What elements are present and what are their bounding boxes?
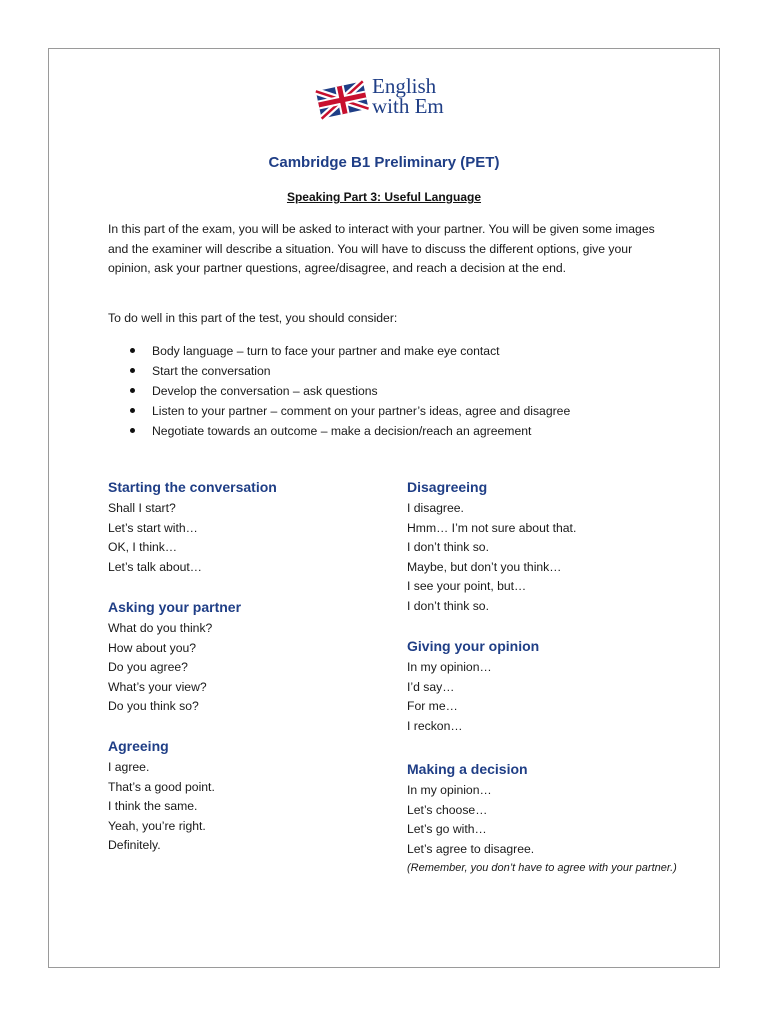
phrase-item: OK, I think… bbox=[108, 540, 178, 555]
phrase-item: Definitely. bbox=[108, 838, 161, 853]
decision-note: (Remember, you don’t have to agree with your partner.) bbox=[407, 862, 677, 875]
list-item-text: Develop the conversation – ask questions bbox=[152, 384, 378, 398]
phrase-item: Do you think so? bbox=[108, 699, 199, 714]
phrase-item: I don’t think so. bbox=[407, 540, 489, 555]
phrase-item: Do you agree? bbox=[108, 660, 188, 675]
phrase-item: Yeah, you’re right. bbox=[108, 818, 206, 833]
union-jack-flag-icon bbox=[314, 78, 370, 120]
list-item bbox=[108, 341, 570, 361]
list-item bbox=[108, 401, 570, 421]
phrase-list bbox=[108, 499, 388, 577]
phrase-item: How about you? bbox=[108, 640, 197, 655]
logo-line-1: English bbox=[372, 74, 437, 98]
phrase-item: Hmm… I’m not sure about that. bbox=[407, 520, 577, 535]
list-item bbox=[108, 381, 570, 401]
bullet-icon bbox=[130, 368, 135, 373]
section-heading: Giving your opinion bbox=[407, 638, 540, 654]
phrase-item: Shall I start? bbox=[108, 501, 176, 515]
bullet-icon bbox=[130, 388, 135, 393]
section-heading: Disagreeing bbox=[407, 479, 488, 495]
phrase-item: Let’s agree to disagree. bbox=[407, 841, 535, 856]
section-starting-conversation bbox=[108, 478, 388, 577]
logo bbox=[314, 76, 474, 128]
consider-list bbox=[108, 341, 570, 441]
phrase-list bbox=[407, 499, 687, 617]
section-heading: Agreeing bbox=[108, 738, 169, 754]
phrase-item: That’s a good point. bbox=[108, 779, 215, 794]
phrase-list bbox=[108, 619, 388, 717]
logo-line-2: with Em bbox=[372, 94, 444, 118]
list-item-text: Negotiate towards an outcome – make a decision/reach an agreement bbox=[152, 424, 532, 438]
section-asking-partner bbox=[108, 598, 388, 717]
phrase-item: For me… bbox=[407, 699, 458, 714]
intro-paragraph: In this part of the exam, you will be asked to interact with your partner. You will be given some images and the examiner will describe a situation. You will have to discuss the different options, give your opinion, ask your partner questions, agree/disagree, and reach a decision at the end. bbox=[108, 222, 655, 275]
list-item-text: Listen to your partner – comment on your partner’s ideas, agree and disagree bbox=[152, 404, 571, 418]
phrase-item: I disagree. bbox=[407, 501, 464, 515]
phrase-item: In my opinion… bbox=[407, 783, 492, 797]
list-item bbox=[108, 421, 570, 441]
phrase-item: I reckon… bbox=[407, 718, 463, 733]
section-agreeing bbox=[108, 737, 388, 856]
phrase-item: I don’t think so. bbox=[407, 598, 489, 613]
phrase-item: I agree. bbox=[108, 760, 150, 774]
bullet-icon bbox=[130, 408, 135, 413]
section-giving-opinion bbox=[407, 637, 687, 736]
phrase-list bbox=[407, 658, 687, 736]
list-item bbox=[108, 361, 570, 381]
bullet-icon bbox=[130, 348, 135, 353]
phrase-item: Let’s start with… bbox=[108, 520, 198, 535]
phrase-item: Let’s choose… bbox=[407, 802, 488, 817]
phrase-item: What’s your view? bbox=[108, 679, 207, 694]
phrase-list bbox=[407, 781, 687, 859]
phrase-item: Maybe, but don’t you think… bbox=[407, 559, 562, 574]
section-heading: Making a decision bbox=[407, 761, 528, 777]
phrase-item: I see your point, but… bbox=[407, 579, 527, 594]
section-disagreeing bbox=[407, 478, 687, 617]
phrase-list bbox=[108, 758, 388, 856]
bullet-icon bbox=[130, 428, 135, 433]
document-subtitle: Speaking Part 3: Useful Language bbox=[286, 190, 482, 204]
logo-text bbox=[372, 76, 444, 116]
document-title: Cambridge B1 Preliminary (PET) bbox=[268, 154, 500, 171]
phrase-item: What do you think? bbox=[108, 621, 213, 635]
phrase-item: I’d say… bbox=[407, 679, 455, 694]
section-making-decision bbox=[407, 760, 687, 877]
phrase-item: In my opinion… bbox=[407, 660, 492, 674]
phrase-item: I think the same. bbox=[108, 799, 198, 814]
list-item-text: Start the conversation bbox=[152, 364, 271, 378]
section-heading: Starting the conversation bbox=[108, 479, 277, 495]
section-heading: Asking your partner bbox=[108, 599, 242, 615]
phrase-item: Let’s go with… bbox=[407, 822, 487, 837]
list-item-text: Body language – turn to face your partner and make eye contact bbox=[152, 344, 500, 358]
consider-paragraph: To do well in this part of the test, you should consider: bbox=[108, 311, 398, 325]
phrase-item: Let’s talk about… bbox=[108, 559, 202, 574]
